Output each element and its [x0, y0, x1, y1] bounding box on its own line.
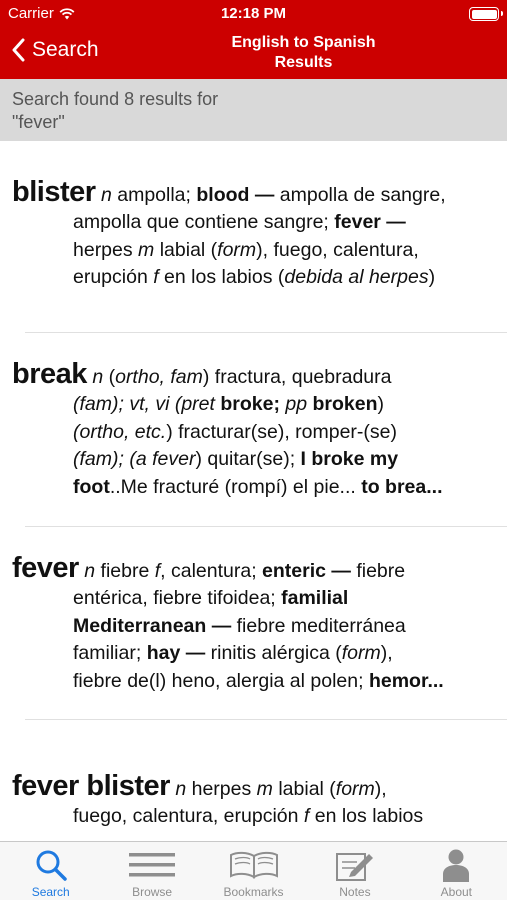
definition-text: rinitis alérgica ( [205, 642, 342, 665]
result-entry[interactable] [12, 176, 500, 292]
definition-text: ), [380, 642, 393, 665]
definition-text: ), fuego, calentura, [256, 238, 419, 261]
entry-continuation-line [12, 585, 500, 612]
nav-title-line1: English to Spanish [231, 34, 376, 51]
grammar-label: m [138, 238, 155, 261]
nav-title-line2: Results [274, 54, 333, 71]
entry-continuation-line [12, 474, 500, 501]
definition-text: ) [377, 393, 385, 416]
grammar-label: pp [279, 393, 313, 416]
definition-text: ) [428, 266, 436, 289]
definition-text: erupción [73, 266, 154, 289]
bold-term: blood — [196, 184, 275, 206]
definition-text: ) fractura, quebradura [202, 366, 392, 388]
definition-text: en los labios ( [158, 266, 285, 289]
back-button[interactable] [12, 38, 99, 62]
grammar-label: ortho, fam [115, 366, 203, 388]
definition-text: herpes [186, 778, 257, 800]
results-header [0, 79, 507, 141]
magnifier-icon [34, 848, 68, 882]
grammar-label: form [217, 238, 257, 261]
grammar-label: form [335, 778, 375, 800]
grammar-label: n [84, 560, 96, 582]
entry-first-line [12, 358, 500, 391]
grammar-label: n [92, 366, 104, 388]
bold-term: to brea... [361, 475, 443, 498]
definition-text: , calentura; [160, 560, 263, 582]
grammar-label: form [341, 642, 381, 665]
list-icon [129, 848, 175, 882]
bold-term: broken [312, 393, 378, 416]
result-entry[interactable] [12, 358, 500, 501]
grammar-label: m [256, 778, 273, 800]
entry-continuation-line [12, 446, 500, 473]
headword: fever [12, 552, 79, 584]
entry-continuation-line [12, 613, 500, 640]
entry-separator [25, 332, 507, 333]
battery-icon [469, 7, 499, 21]
entry-continuation-line [12, 668, 500, 695]
nav-title [160, 33, 447, 73]
definition-text: labial ( [272, 778, 336, 800]
entry-first-line [12, 552, 500, 585]
tab-notes-label: Notes [339, 885, 371, 899]
tab-search[interactable] [0, 842, 101, 900]
definition-text: ..Me fracturé (rompí) el pie... [109, 475, 362, 498]
status-bar [0, 0, 507, 28]
definition-text: ampolla; [111, 184, 197, 206]
entry-continuation-line [12, 419, 500, 446]
bold-term: I broke my [300, 448, 399, 471]
tab-bookmarks[interactable] [203, 842, 304, 900]
bold-term: Mediterranean — [73, 614, 232, 637]
definition-text: entérica, fiebre tifoidea; [73, 587, 282, 610]
entry-first-line [12, 176, 500, 209]
entry-continuation-line [12, 237, 500, 264]
definition-text: herpes [73, 238, 139, 261]
bold-term: hemor... [368, 669, 444, 692]
grammar-label: n [175, 778, 187, 800]
carrier-label: Carrier [8, 5, 54, 22]
entry-continuation-line [12, 640, 500, 667]
bold-term: hay — [146, 642, 206, 665]
grammar-label: f [303, 805, 310, 828]
bold-term: familial [281, 587, 349, 610]
entry-separator [25, 719, 507, 720]
entry-continuation-line [12, 391, 500, 418]
grammar-label: (fam); vt, vi (pret [73, 393, 221, 416]
tab-browse-label: Browse [132, 885, 173, 899]
bold-term: foot [73, 475, 110, 498]
tab-notes[interactable] [304, 842, 405, 900]
definition-text: fiebre [95, 560, 155, 582]
chevron-left-icon [12, 38, 26, 62]
entry-first-line [12, 770, 500, 803]
bold-term: fever — [334, 211, 406, 234]
notes-icon [333, 848, 377, 882]
results-count-text [12, 88, 312, 134]
results-list [0, 141, 507, 841]
bold-term: broke; [220, 393, 280, 416]
navigation-bar [0, 28, 507, 79]
tab-bar [0, 841, 507, 900]
entry-continuation-line [12, 209, 500, 236]
definition-text: ( [103, 366, 116, 388]
definition-text: fiebre de(l) heno, alergia al polen; [73, 669, 369, 692]
tab-about[interactable] [406, 842, 507, 900]
grammar-label: debida al herpes [284, 266, 429, 289]
definition-text: fuego, calentura, erupción [73, 805, 304, 828]
tab-browse[interactable] [101, 842, 202, 900]
tab-search-label: Search [31, 885, 70, 899]
person-icon [441, 848, 471, 882]
definition-text: familiar; [73, 642, 147, 665]
headword: blister [12, 176, 96, 208]
tab-about-label: About [440, 885, 472, 899]
entry-continuation-line [12, 803, 500, 830]
definition-text: fiebre mediterránea [231, 614, 406, 637]
book-icon [229, 848, 279, 882]
grammar-label: f [153, 266, 159, 289]
headword: break [12, 358, 87, 390]
grammar-label: f [154, 560, 161, 582]
entry-continuation-line [12, 264, 500, 291]
result-entry[interactable] [12, 552, 500, 695]
grammar-label: (ortho, etc. [73, 420, 167, 443]
results-count-line1: Search found 8 results for [12, 89, 219, 109]
tab-bookmarks-label: Bookmarks [223, 885, 284, 899]
top-bar [0, 0, 507, 79]
definition-text: ) fracturar(se), romper-(se) [166, 420, 397, 443]
headword: fever blister [12, 770, 170, 802]
bold-term: enteric — [262, 560, 351, 582]
definition-text: ampolla que contiene sangre; [73, 211, 335, 234]
definition-text: ) quitar(se); [195, 448, 301, 471]
result-entry[interactable] [12, 770, 500, 831]
definition-text: ), [374, 778, 387, 800]
back-button-label: Search [32, 38, 99, 61]
clock: 12:18 PM [220, 5, 287, 22]
entry-separator [25, 526, 507, 527]
definition-text: labial ( [154, 238, 218, 261]
grammar-label: n [100, 184, 112, 206]
grammar-label: (fam); (a fever [73, 448, 196, 471]
definition-text: fiebre [350, 560, 406, 582]
definition-text: en los labios [309, 805, 424, 828]
definition-text: ampolla de sangre, [274, 184, 446, 206]
results-count-query: "fever" [12, 112, 65, 132]
